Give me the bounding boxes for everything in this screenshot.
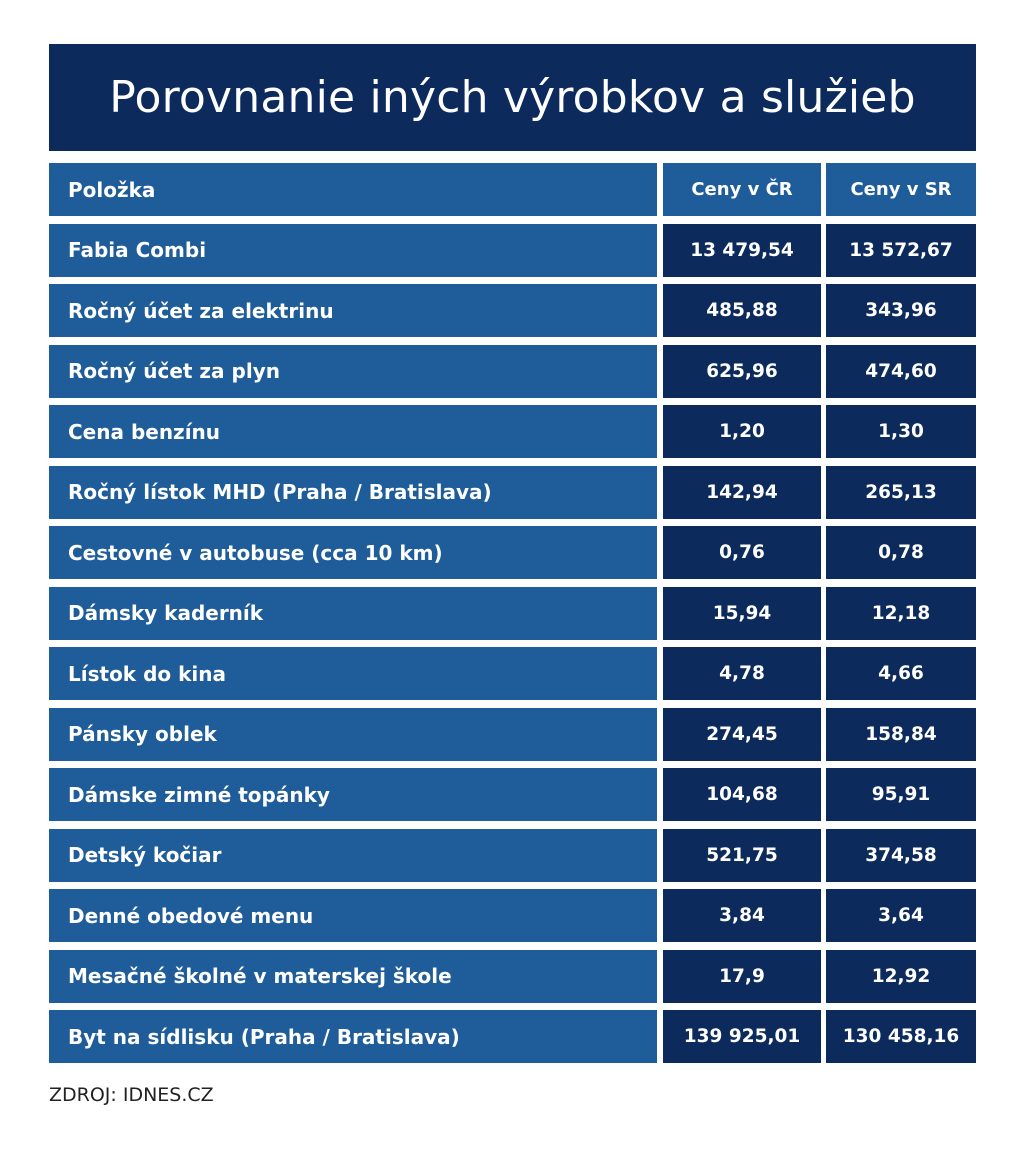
comparison-table [49,163,976,1071]
row-item-label: Ročný účet za plyn [49,345,657,398]
row-value-sr: 1,30 [826,405,976,458]
table-row [49,284,976,337]
row-value-sr: 95,91 [826,768,976,821]
row-item-label: Byt na sídlisku (Praha / Bratislava) [49,1010,657,1063]
header-item: Položka [49,163,657,216]
row-value-sr: 12,18 [826,587,976,640]
header-cr: Ceny v ČR [663,163,821,216]
row-value-cr: 1,20 [663,405,821,458]
table-row [49,405,976,458]
title-bar [49,44,976,151]
row-value-cr: 17,9 [663,950,821,1003]
row-value-sr: 3,64 [826,889,976,942]
table-row [49,950,976,1003]
row-value-cr: 274,45 [663,708,821,761]
table-row [49,526,976,579]
table-body [49,224,976,1064]
row-value-cr: 625,96 [663,345,821,398]
row-item-label: Ročný lístok MHD (Praha / Bratislava) [49,466,657,519]
row-value-cr: 142,94 [663,466,821,519]
row-item-label: Ročný účet za elektrinu [49,284,657,337]
table-row [49,224,976,277]
table-row [49,587,976,640]
source-note: ZDROJ: IDNES.CZ [49,1084,214,1106]
row-item-label: Cestovné v autobuse (cca 10 km) [49,526,657,579]
row-value-cr: 104,68 [663,768,821,821]
row-value-cr: 15,94 [663,587,821,640]
row-value-sr: 4,66 [826,647,976,700]
row-item-label: Dámske zimné topánky [49,768,657,821]
row-value-sr: 343,96 [826,284,976,337]
row-value-cr: 521,75 [663,829,821,882]
row-item-label: Mesačné školné v materskej škole [49,950,657,1003]
row-item-label: Detský kočiar [49,829,657,882]
row-value-sr: 374,58 [826,829,976,882]
table-row [49,889,976,942]
table-row [49,466,976,519]
row-value-sr: 130 458,16 [826,1010,976,1063]
row-value-sr: 12,92 [826,950,976,1003]
row-item-label: Cena benzínu [49,405,657,458]
row-value-cr: 139 925,01 [663,1010,821,1063]
table-row [49,768,976,821]
table-row [49,647,976,700]
row-value-sr: 13 572,67 [826,224,976,277]
table-row [49,708,976,761]
header-sr: Ceny v SR [826,163,976,216]
row-item-label: Dámsky kaderník [49,587,657,640]
table-header [49,163,976,216]
chart-title: Porovnanie iných výrobkov a služieb [109,72,916,123]
row-item-label: Fabia Combi [49,224,657,277]
row-value-sr: 474,60 [826,345,976,398]
row-item-label: Pánsky oblek [49,708,657,761]
row-value-cr: 13 479,54 [663,224,821,277]
row-item-label: Denné obedové menu [49,889,657,942]
row-value-sr: 265,13 [826,466,976,519]
row-value-sr: 0,78 [826,526,976,579]
row-item-label: Lístok do kina [49,647,657,700]
table-row [49,1010,976,1063]
table-row [49,829,976,882]
row-value-cr: 485,88 [663,284,821,337]
row-value-sr: 158,84 [826,708,976,761]
row-value-cr: 3,84 [663,889,821,942]
row-value-cr: 0,76 [663,526,821,579]
row-value-cr: 4,78 [663,647,821,700]
table-row [49,345,976,398]
